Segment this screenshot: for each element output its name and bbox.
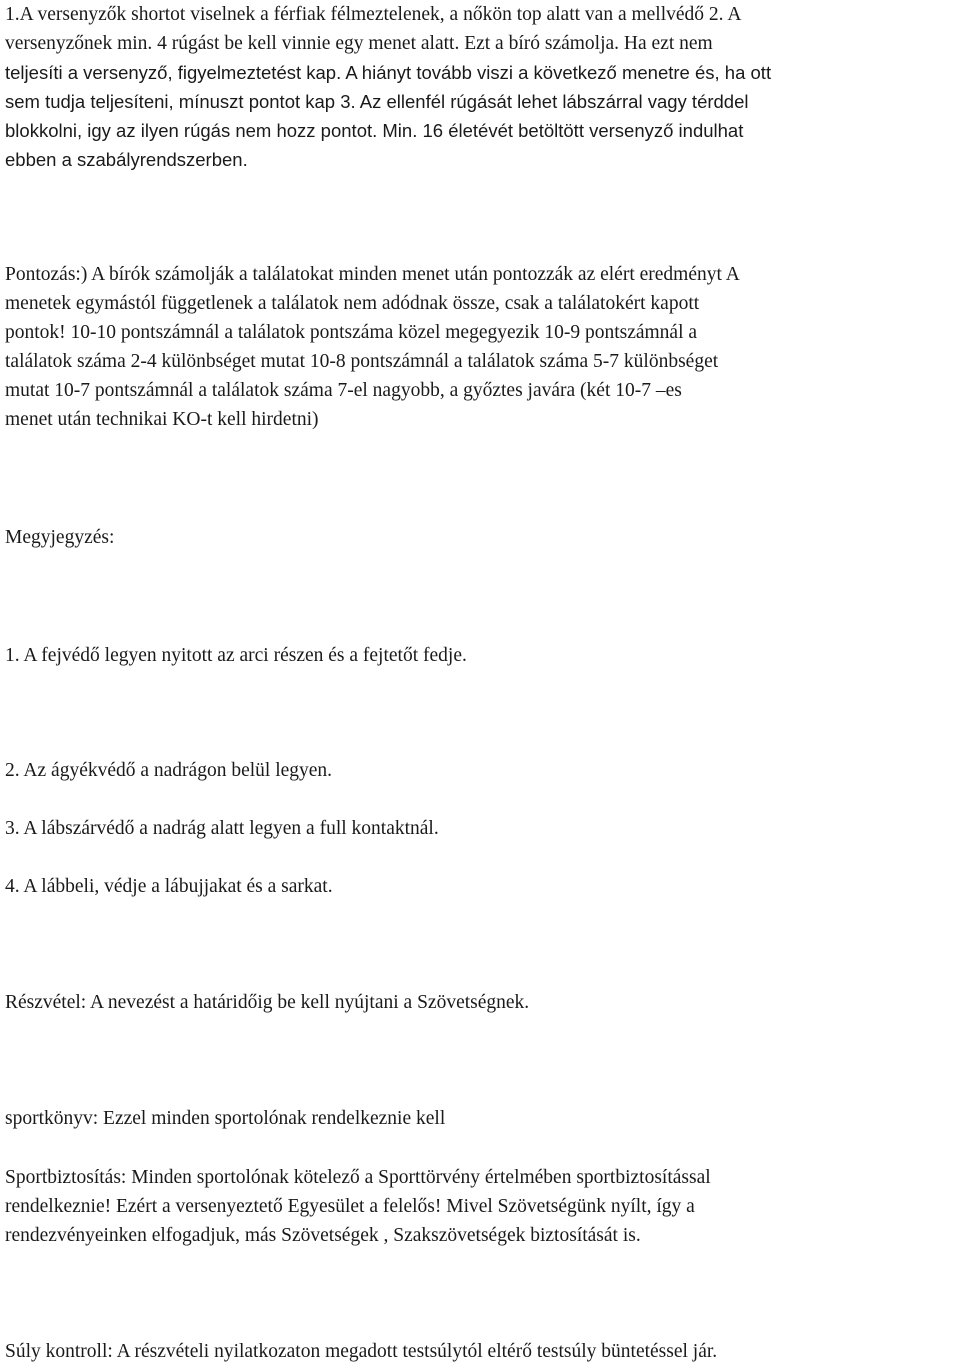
insurance-line: Sportbiztosítás: Minden sportolónak kötelező a Sporttörvény értelmében sportbiztosítással xyxy=(5,1167,711,1188)
scoring-line: Pontozás:) A bírók számolják a találatokat minden menet után pontozzák az elért eredményt A xyxy=(5,264,740,285)
sportbook-text: sportkönyv: Ezzel minden sportolónak rendelkeznie kell xyxy=(5,1108,446,1129)
rules-line: ebben a szabályrendszerben. xyxy=(5,149,248,170)
insurance-line: rendelkeznie! Ezért a versenyeztető Egyesület a felelős! Mivel Szövetségünk nyílt, így a xyxy=(5,1196,695,1217)
note-item-2: 2. Az ágyékvédő a nadrágon belül legyen. xyxy=(5,760,333,781)
scoring-line: találatok száma 2-4 különbséget mutat 10-8 pontszámnál a találatok száma 5-7 különbséget xyxy=(5,351,719,372)
rules-paragraph xyxy=(5,0,957,174)
insurance-line: rendezvényeinken elfogadjuk, más Szövetségek , Szakszövetségek biztosítását is. xyxy=(5,1225,641,1246)
note-item-4: 4. A lábbeli, védje a lábujjakat és a sarkat. xyxy=(5,876,333,897)
scoring-paragraph xyxy=(5,260,957,434)
note-item-3: 3. A lábszárvédő a nadrág alatt legyen a full kontaktnál. xyxy=(5,818,439,839)
rules-line: versenyzőnek min. 4 rúgást be kell vinnie egy menet alatt. Ezt a bíró számolja. Ha ezt nem xyxy=(5,33,713,54)
scoring-line: mutat 10-7 pontszámnál a találatok száma 7-el nagyobb, a győztes javára (két 10-7 –es xyxy=(5,380,682,401)
rules-line: blokkolni, igy az ilyen rúgás nem hozz pontot. Min. 16 életévét betöltött versenyző indulhat xyxy=(5,120,744,141)
rules-line: sem tudja teljesíteni, mínuszt pontot kap 3. Az ellenfél rúgását lehet lábszárral vagy térddel xyxy=(5,91,749,112)
scoring-line: menet után technikai KO-t kell hirdetni) xyxy=(5,409,319,430)
scoring-line: menetek egymástól függetlenek a találatok nem adódnak össze, csak a találatokért kapott xyxy=(5,293,700,314)
participation-text: Részvétel: A nevezést a határidőig be kell nyújtani a Szövetségnek. xyxy=(5,992,530,1013)
rules-line: 1.A versenyzők shortot viselnek a férfiak félmeztelenek, a nőkön top alatt van a mellvédő 2. A xyxy=(5,4,742,25)
note-item-1: 1. A fejvédő legyen nyitott az arci részen és a fejtetőt fedje. xyxy=(5,645,467,666)
weight-control-text: Súly kontroll: A részvételi nyilatkozaton megadott testsúlytól eltérő testsúly büntetéssel jár. xyxy=(5,1341,718,1362)
notes-heading: Megyjegyzés: xyxy=(5,527,115,548)
insurance-paragraph xyxy=(5,1163,957,1250)
scoring-line: pontok! 10-10 pontszámnál a találatok pontszáma közel megegyezik 10-9 pontszámnál a xyxy=(5,322,698,343)
rules-line: teljesíti a versenyző, figyelmeztetést kap. A hiányt tovább viszi a következő menetre és, ha ott xyxy=(5,62,772,83)
